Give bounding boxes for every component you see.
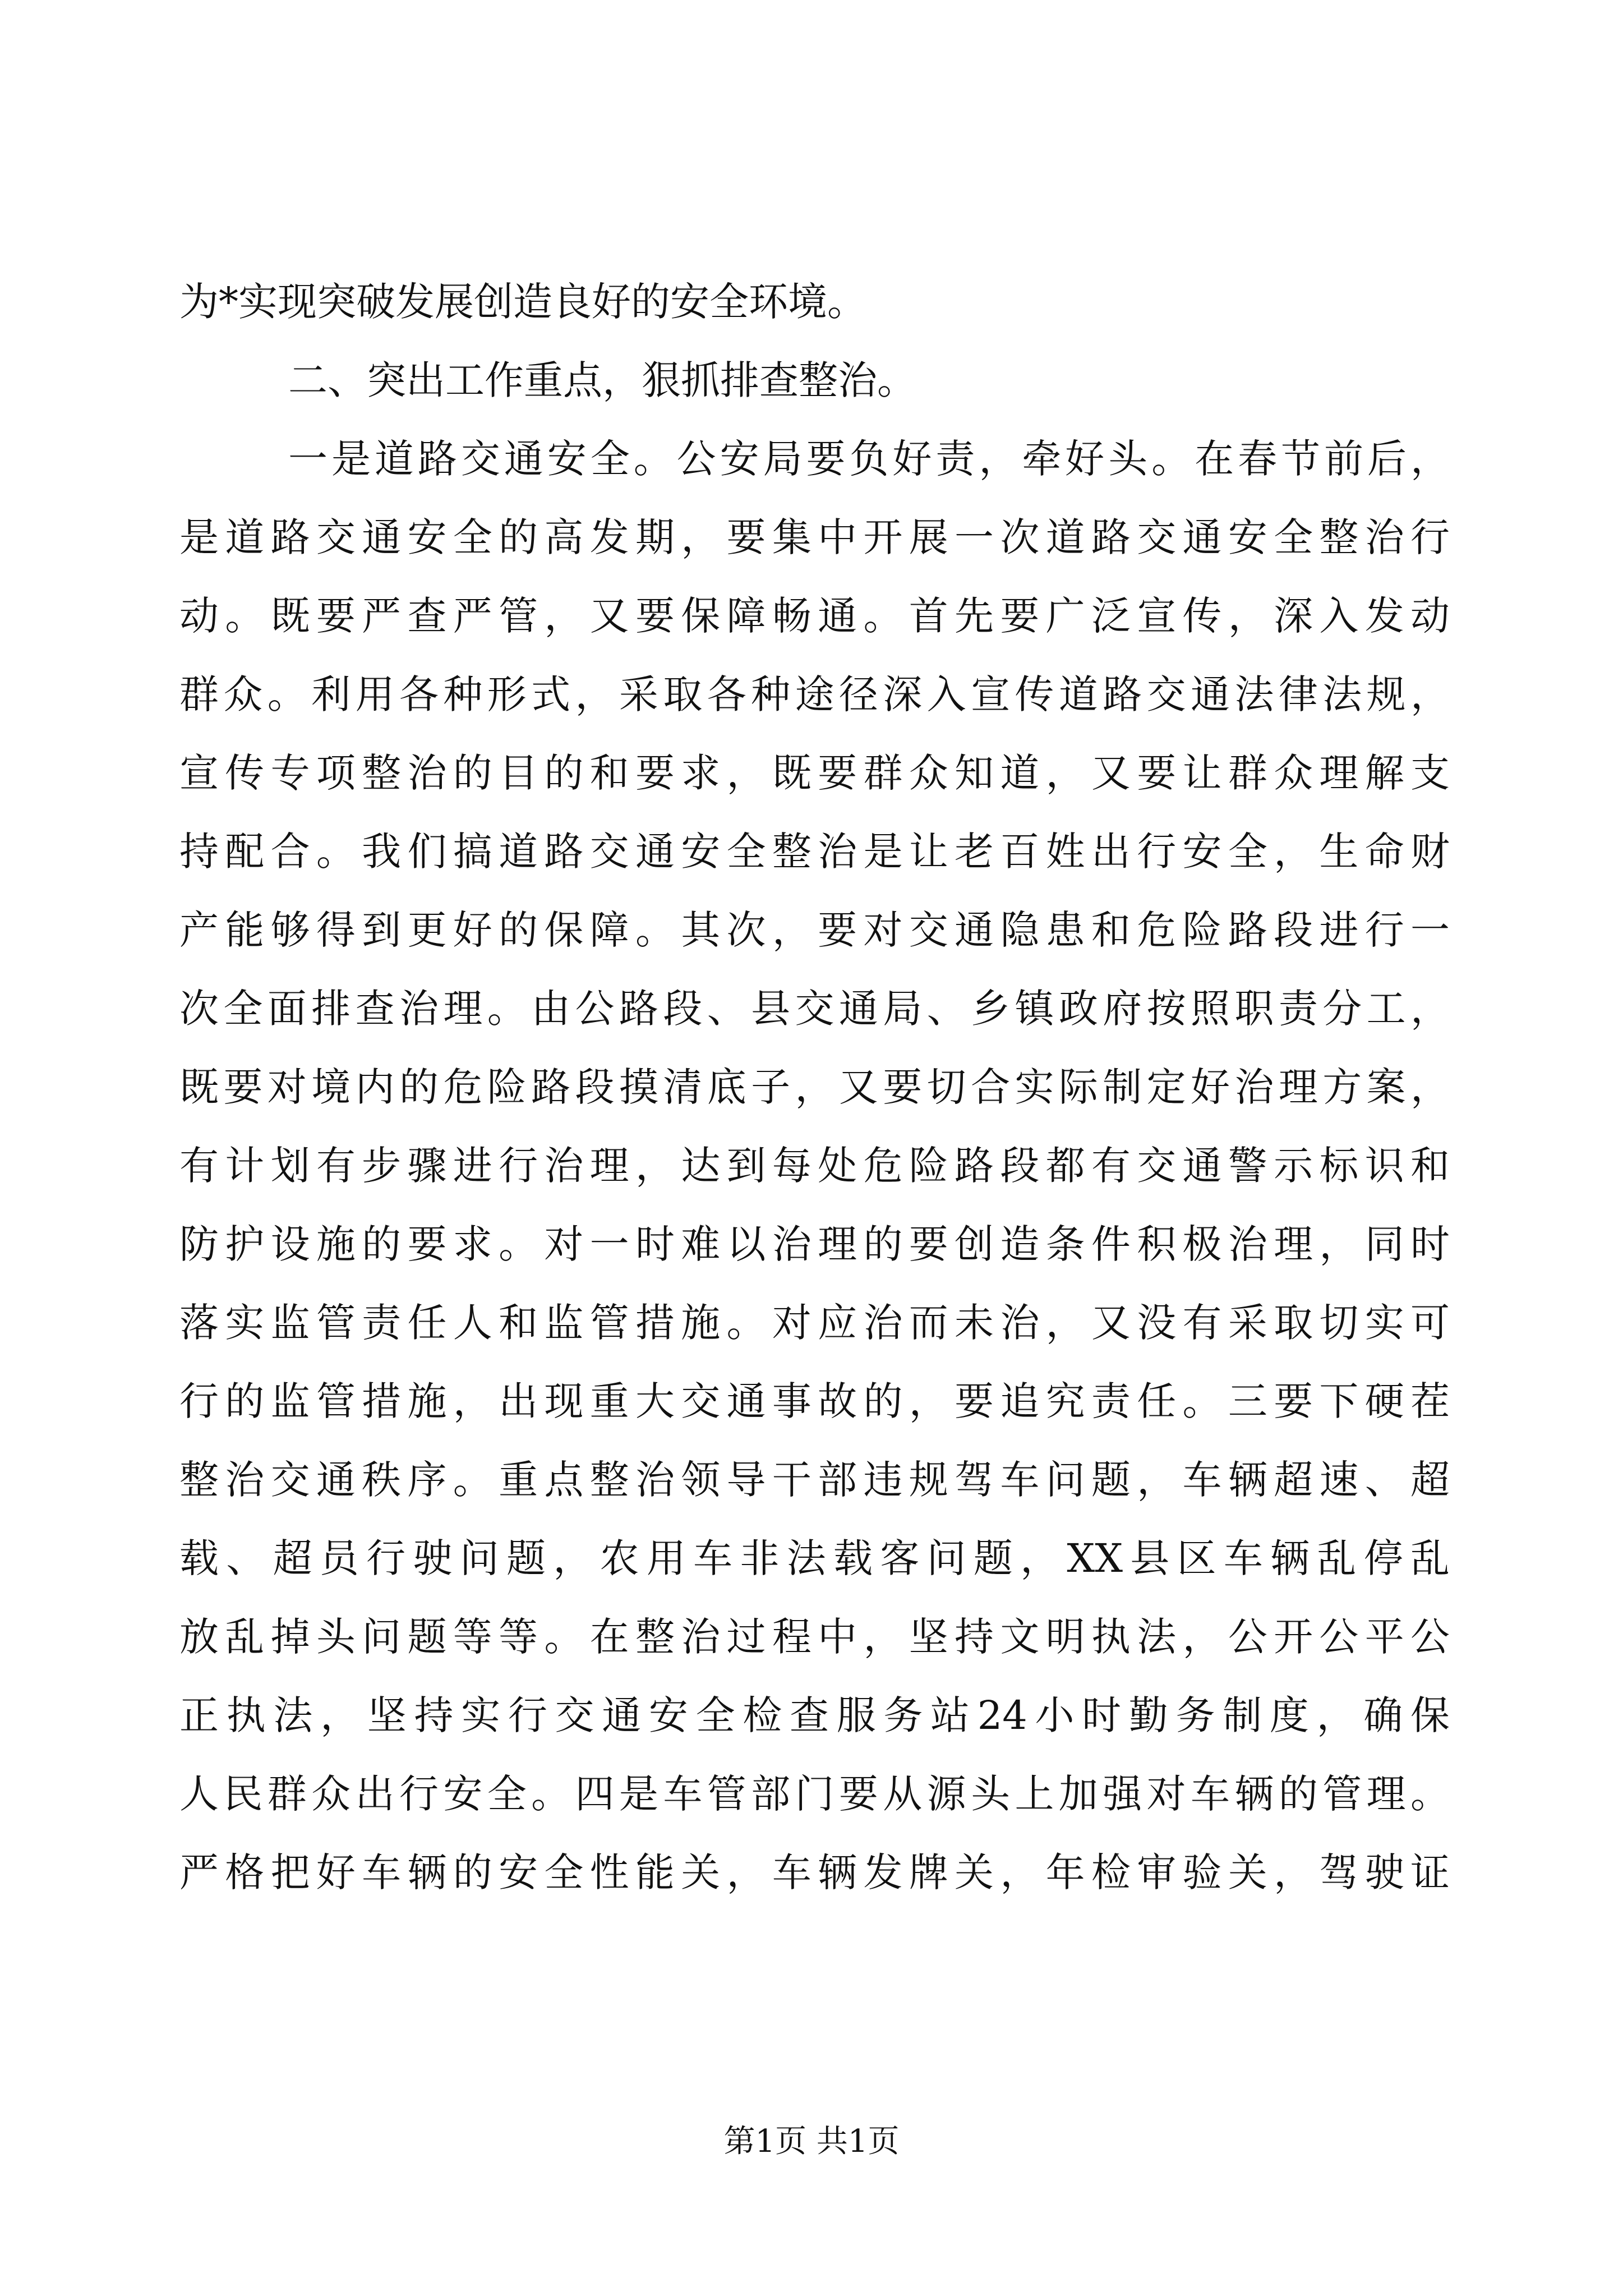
- text-line: 群众。利用各种形式，采取各种途径深入宣传道路交通法律法规，: [179, 671, 1450, 717]
- text-line: 整治交通秩序。重点整治领导干部违规驾车问题，车辆超速、超: [179, 1457, 1450, 1503]
- text-line: 为*实现突破发展创造良好的安全环境。: [179, 279, 866, 325]
- text-line: 既要对境内的危险路段摸清底子，又要切合实际制定好治理方案，: [179, 1064, 1450, 1110]
- text-line: 产能够得到更好的保障。其次，要对交通隐患和危险路段进行一: [179, 907, 1450, 953]
- section-heading: 二、突出工作重点，狠抓排查整治。: [288, 357, 916, 403]
- text-line: 行的监管措施，出现重大交通事故的，要追究责任。三要下硬茬: [179, 1378, 1450, 1424]
- text-line: 是道路交通安全的高发期，要集中开展一次道路交通安全整治行: [179, 514, 1450, 560]
- text-line: 正执法，坚持实行交通安全检查服务站24小时勤务制度，确保: [179, 1692, 1450, 1738]
- text-line: 持配合。我们搞道路交通安全整治是让老百姓出行安全，生命财: [179, 829, 1450, 875]
- document-body: [179, 263, 1450, 1912]
- text-line: 严格把好车辆的安全性能关，车辆发牌关，年检审验关，驾驶证: [179, 1849, 1450, 1895]
- text-line: 载、超员行驶问题，农用车非法载客问题，XX县区车辆乱停乱: [179, 1535, 1450, 1581]
- page-footer: 第1页 共1页: [723, 2123, 900, 2160]
- text-line: 一是道路交通安全。公安局要负好责，牵好头。在春节前后，: [288, 436, 1450, 482]
- text-line: 人民群众出行安全。四是车管部门要从源头上加强对车辆的管理。: [179, 1771, 1450, 1817]
- text-line: 动。既要严查严管，又要保障畅通。首先要广泛宣传，深入发动: [179, 593, 1450, 639]
- text-line: 有计划有步骤进行治理，达到每处危险路段都有交通警示标识和: [179, 1143, 1450, 1189]
- text-line: 放乱掉头问题等等。在整治过程中，坚持文明执法，公开公平公: [179, 1614, 1450, 1660]
- text-line: 防护设施的要求。对一时难以治理的要创造条件积极治理，同时: [179, 1221, 1450, 1267]
- text-line: 次全面排查治理。由公路段、县交通局、乡镇政府按照职责分工，: [179, 986, 1450, 1032]
- text-line: 落实监管责任人和监管措施。对应治而未治，又没有采取切实可: [179, 1300, 1450, 1346]
- text-line: 宣传专项整治的目的和要求，既要群众知道，又要让群众理解支: [179, 750, 1450, 796]
